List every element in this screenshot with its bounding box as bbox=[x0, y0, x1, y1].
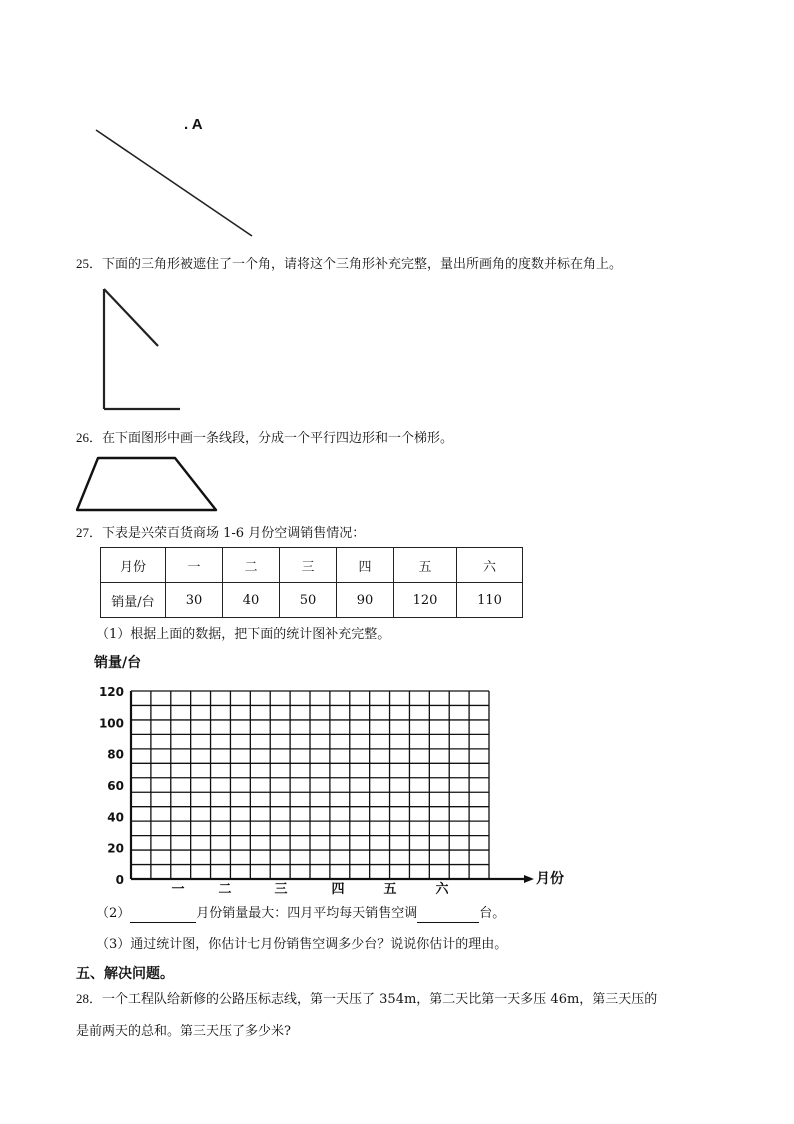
table-cell: 90 bbox=[337, 583, 394, 618]
y-tick-label: 20 bbox=[107, 841, 124, 856]
question-text: 一个工程队给新修的公路压标志线，第一天压了 354m，第二天比第一天多压 46m，第三天压的 bbox=[102, 992, 658, 1007]
x-tick-label: 四 bbox=[331, 882, 345, 897]
question-28-continued: 是前两天的总和。第三天压了多少米? bbox=[76, 1024, 291, 1039]
question-number: 25． bbox=[76, 256, 103, 271]
table-cell: 三 bbox=[280, 548, 337, 583]
table-cell: 一 bbox=[166, 548, 223, 583]
table-cell: 50 bbox=[280, 583, 337, 618]
sub2-suffix: 台。 bbox=[479, 906, 506, 921]
table-cell: 110 bbox=[457, 583, 523, 618]
answer-blank-daily[interactable] bbox=[417, 908, 479, 923]
sub-question-3: （3）通过统计图，你估计七月份销售空调多少台？说说你估计的理由。 bbox=[96, 937, 508, 952]
x-tick-label: 六 bbox=[435, 882, 449, 897]
table-cell: 月份 bbox=[101, 548, 166, 583]
x-axis-arrow bbox=[524, 875, 534, 883]
table-cell: 二 bbox=[223, 548, 280, 583]
answer-blank-month[interactable] bbox=[130, 908, 196, 923]
question-28 bbox=[76, 990, 657, 1009]
x-tick-label: 二 bbox=[218, 882, 232, 897]
question-text: 下表是兴荣百货商场 1-6 月份空调销售情况： bbox=[102, 526, 366, 541]
sub-question-1: （1）根据上面的数据，把下面的统计图补充完整。 bbox=[96, 627, 391, 642]
table-cell: 120 bbox=[394, 583, 457, 618]
x-tick-label: 五 bbox=[383, 882, 397, 897]
sub2-prefix: （2） bbox=[96, 906, 131, 921]
sub-question-2 bbox=[96, 905, 505, 923]
y-tick-label: 120 bbox=[98, 685, 124, 699]
table-cell: 六 bbox=[457, 548, 523, 583]
question-number: 28． bbox=[76, 991, 103, 1006]
sub2-text: 月份销量最大：四月平均每天销售空调 bbox=[196, 906, 418, 921]
y-tick-label: 60 bbox=[107, 779, 124, 793]
point-a-label: . A bbox=[184, 116, 203, 133]
x-axis-label: 月份 bbox=[536, 871, 564, 887]
table-cell: 五 bbox=[394, 548, 457, 583]
table-cell: 四 bbox=[337, 548, 394, 583]
table-cell: 销量/台 bbox=[101, 583, 166, 618]
y-tick-label: 40 bbox=[107, 810, 124, 825]
table-cell: 40 bbox=[223, 583, 280, 618]
x-tick-label: 三 bbox=[274, 882, 288, 897]
question-text: 下面的三角形被遮住了一个角，请将这个三角形补充完整，量出所画角的度数并标在角上。 bbox=[102, 257, 623, 272]
y-tick-label: 80 bbox=[107, 747, 124, 762]
question-text: 在下面图形中画一条线段，分成一个平行四边形和一个梯形。 bbox=[102, 431, 454, 446]
x-tick-label: 一 bbox=[171, 882, 185, 897]
chart-ylabel: 销量/台 bbox=[94, 655, 142, 671]
y-tick-label: 100 bbox=[98, 716, 124, 731]
y-tick-label: 0 bbox=[115, 873, 124, 887]
question-number: 27． bbox=[76, 525, 103, 540]
question-number: 26． bbox=[76, 430, 103, 445]
table-cell: 30 bbox=[166, 583, 223, 618]
section-heading: 五、解决问题。 bbox=[76, 966, 174, 982]
